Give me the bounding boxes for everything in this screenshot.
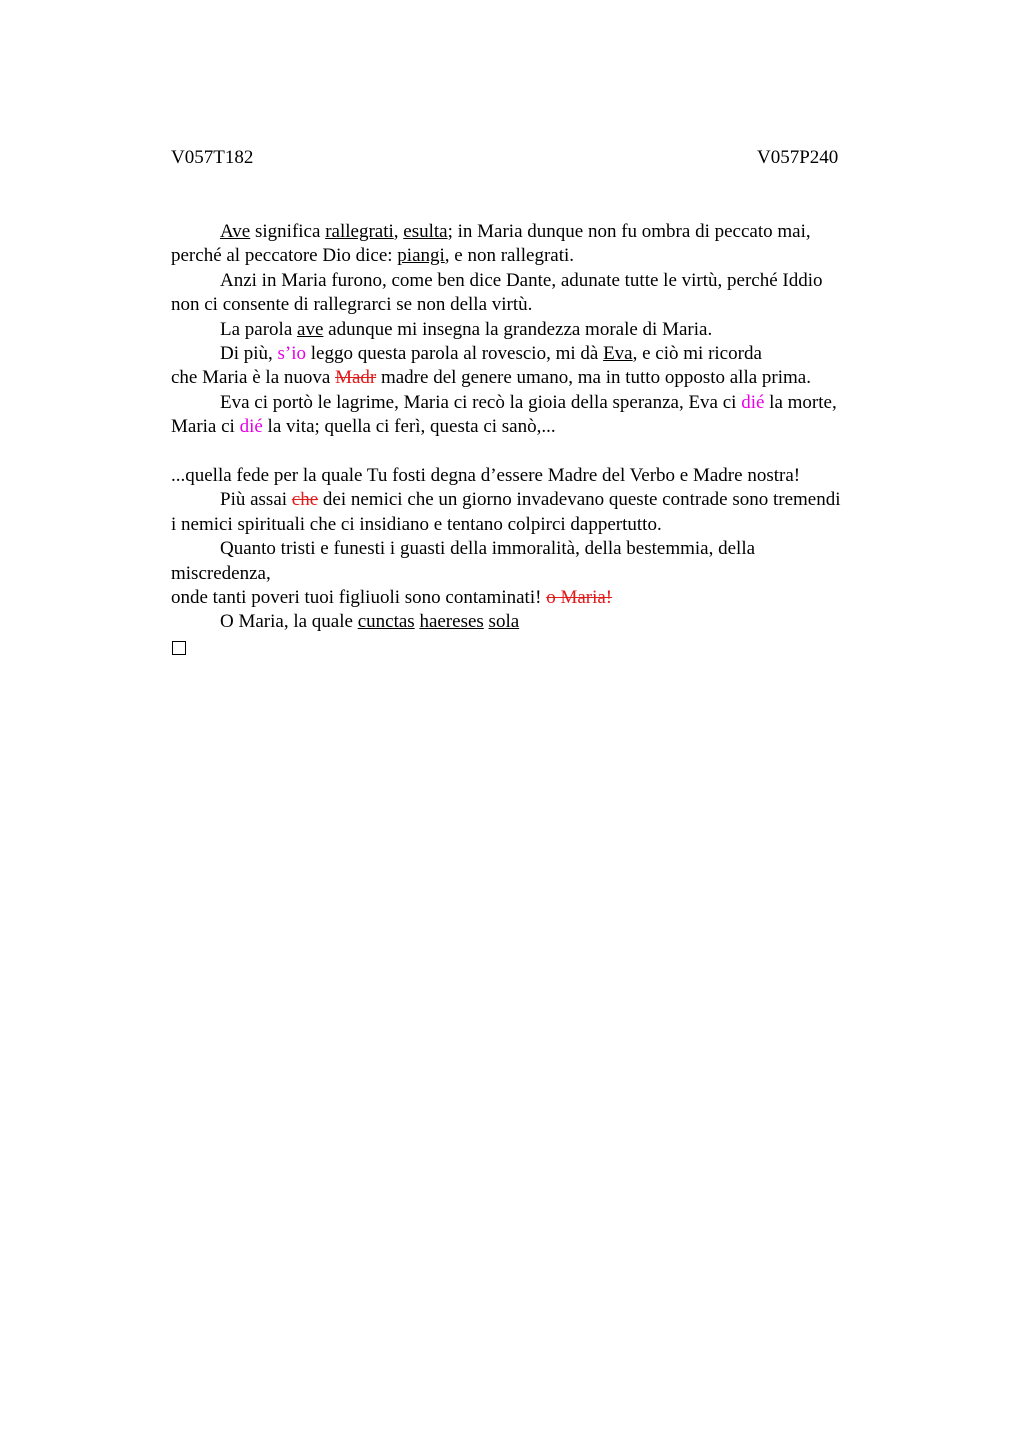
text-span: La parola <box>220 318 298 340</box>
deleted-phrase-o-maria: o Maria! <box>546 587 613 609</box>
text-span: adunque mi insegna la grandezza morale di Maria. <box>323 318 713 340</box>
text-span: onde tanti poveri tuoi figliuoli sono contaminati! <box>171 587 547 609</box>
paragraph-9-line-1 <box>171 610 901 634</box>
end-of-text-box-icon <box>172 641 186 655</box>
underlined-word-haereses: haereses <box>419 611 484 633</box>
text-span: , e ciò mi ricorda <box>632 343 762 365</box>
inserted-word-die: dié <box>239 416 263 438</box>
paragraph-8-line-2: miscredenza, <box>171 562 271 584</box>
underlined-word-ave: ave <box>297 318 324 340</box>
header-document-code: V057T182 <box>171 147 254 168</box>
paragraph-8-line-3 <box>171 586 901 610</box>
paragraph-4-line-1 <box>171 342 901 366</box>
text-span: , e non rallegrati. <box>444 245 575 267</box>
text-span: ; in Maria dunque non fu ombra di peccato mai, <box>447 221 811 242</box>
end-marker-row <box>171 635 901 662</box>
paragraph-2-line-1: Anzi in Maria furono, come ben dice Dante, adunate tutte le virtù, perché Iddio <box>220 269 823 291</box>
text-span: Di più, <box>220 343 278 365</box>
paragraph-6-line-1: ...quella fede per la quale Tu fosti degna d’essere Madre del Verbo e Madre nostra! <box>171 465 801 487</box>
text-span: Più assai <box>220 489 292 511</box>
paragraph-7-line-1 <box>171 488 901 512</box>
underlined-word-sola: sola <box>488 611 520 633</box>
header-page-code: V057P240 <box>757 147 839 168</box>
text-span: Maria ci <box>171 416 240 438</box>
text-span: Eva ci portò le lagrime, Maria ci recò la gioia della speranza, Eva ci <box>220 391 742 413</box>
text-span: dei nemici che un giorno invadevano queste contrade sono tremendi <box>318 489 841 511</box>
deleted-word-che: che <box>291 489 319 511</box>
text-span: , <box>393 221 404 242</box>
text-span: la morte, <box>764 391 837 413</box>
blank-line <box>171 440 901 464</box>
paragraph-5-line-2 <box>171 415 901 439</box>
paragraph-1-line-2 <box>171 244 901 268</box>
text-span: che Maria è la nuova <box>171 367 336 389</box>
paragraph-1-line-1 <box>171 220 901 244</box>
underlined-word-eva: Eva <box>603 343 633 365</box>
document-body <box>171 220 901 662</box>
underlined-word-rallegrati: rallegrati <box>325 221 394 242</box>
text-span: O Maria, la quale <box>220 611 358 633</box>
underlined-word-ave: Ave <box>220 221 251 242</box>
paragraph-3-line-1 <box>171 318 901 342</box>
text-span: significa <box>250 221 326 242</box>
underlined-word-cunctas: cunctas <box>357 611 415 633</box>
text-span: leggo questa parola al rovescio, mi dà <box>306 343 604 365</box>
inserted-word-die: dié <box>741 391 765 413</box>
text-span: perché al peccatore Dio dice: <box>171 245 398 267</box>
deleted-word-madr: Madr <box>335 367 377 389</box>
paragraph-8-line-1: Quanto tristi e funesti i guasti della immoralità, della bestemmia, della <box>220 538 756 560</box>
paragraph-4-line-2 <box>171 366 901 390</box>
underlined-word-esulta: esulta <box>403 221 448 242</box>
underlined-word-piangi: piangi <box>397 245 445 267</box>
paragraph-7-line-2: i nemici spirituali che ci insidiano e tentano colpirci dappertutto. <box>171 513 662 535</box>
paragraph-5-line-1 <box>171 391 901 415</box>
text-span: madre del genere umano, ma in tutto opposto alla prima. <box>376 367 811 389</box>
text-span: la vita; quella ci ferì, questa ci sanò,... <box>262 416 556 438</box>
inserted-word-sio: s’io <box>277 343 307 365</box>
paragraph-2-line-2: non ci consente di rallegrarci se non della virtù. <box>171 294 533 316</box>
